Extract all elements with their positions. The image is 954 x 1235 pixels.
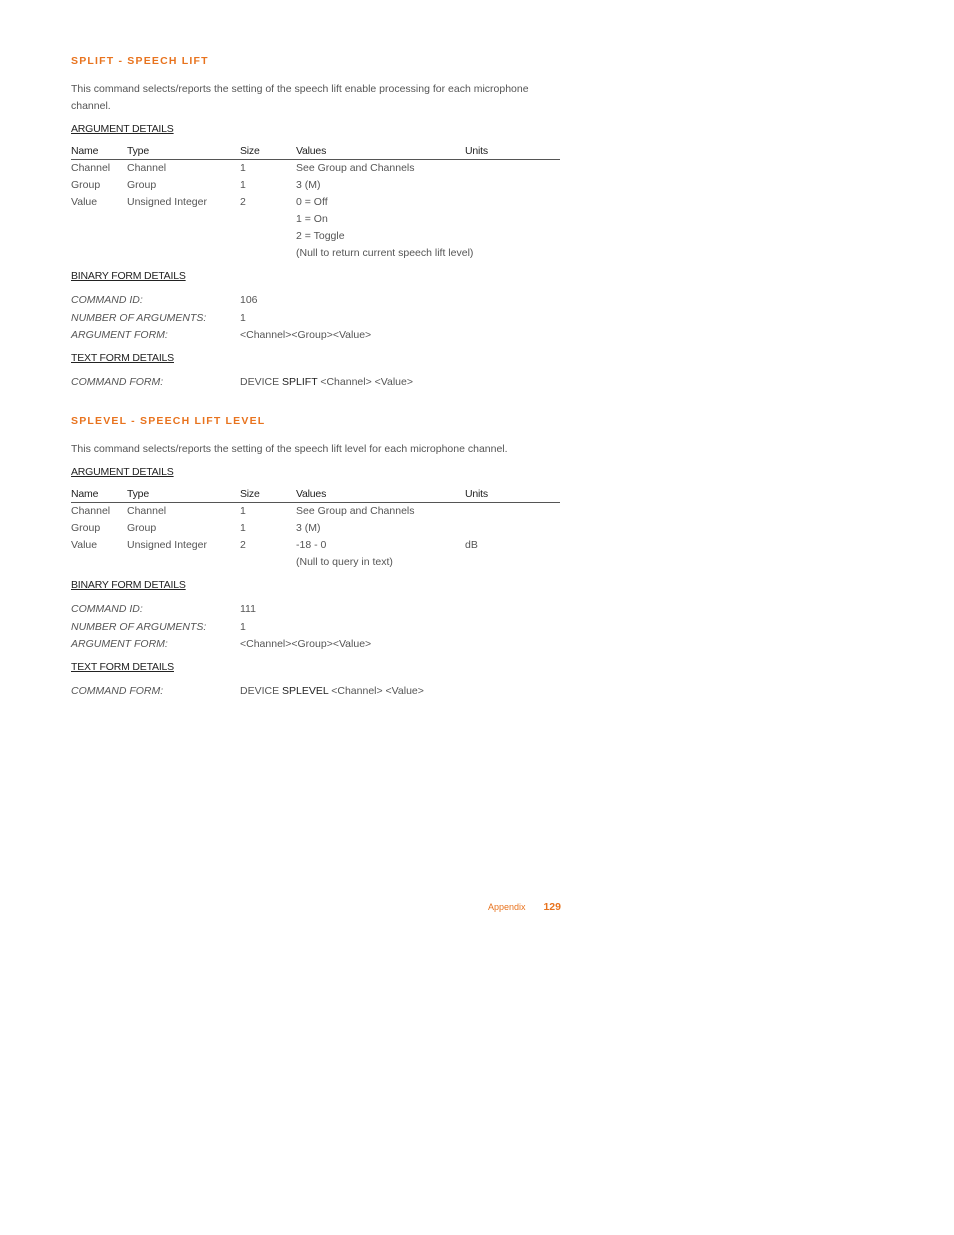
cell-size: 1	[240, 505, 246, 517]
document-page	[71, 54, 560, 700]
section-splevel	[71, 414, 560, 700]
cell-size	[240, 554, 296, 571]
cell-type: Channel	[127, 162, 167, 174]
cell-name: Group	[71, 522, 101, 534]
table-header-row	[71, 145, 560, 160]
cell-units	[465, 503, 560, 521]
col-values: Values	[296, 145, 465, 160]
cell-values: See Group and Channels	[296, 505, 415, 517]
cell-type: Channel	[127, 505, 167, 517]
binary-form-heading: BINARY FORM DETAILS	[71, 270, 186, 282]
command-suffix: <Channel> <Value>	[331, 684, 424, 697]
col-type: Type	[127, 488, 240, 503]
cell-units	[465, 177, 560, 194]
cell-units: dB	[465, 539, 478, 551]
cell-size: 2	[240, 196, 246, 208]
cell-name	[71, 554, 127, 571]
binary-row	[71, 636, 560, 654]
col-name: Name	[71, 488, 127, 503]
table-row	[71, 245, 560, 262]
page-footer	[488, 901, 561, 913]
cell-units	[465, 228, 560, 245]
num-args-value: 1	[240, 311, 246, 324]
command-id-label: COMMAND ID:	[71, 603, 143, 615]
argument-form-value: <Channel><Group><Value>	[240, 329, 372, 341]
section-title: SPLEVEL - SPEECH LIFT LEVEL	[71, 415, 266, 427]
command-suffix: <Channel> <Value>	[320, 375, 413, 388]
cell-name: Value	[71, 196, 98, 208]
table-row	[71, 177, 560, 194]
command-id-value: 106	[240, 294, 258, 306]
col-values: Values	[296, 488, 465, 503]
section-description: This command selects/reports the setting of the speech lift enable processing for each microphone channel.	[71, 83, 529, 112]
num-args-label: NUMBER OF ARGUMENTS:	[71, 620, 207, 633]
table-row	[71, 537, 560, 554]
text-form-row	[71, 374, 560, 392]
table-row	[71, 194, 560, 211]
cell-values: (Null to query in text)	[296, 556, 393, 568]
argument-table	[71, 488, 560, 571]
col-type: Type	[127, 145, 240, 160]
cell-size: 2	[240, 539, 246, 551]
cell-name: Value	[71, 539, 98, 551]
cell-values: 0 = Off	[296, 196, 328, 208]
text-form-row	[71, 683, 560, 701]
command-form-value	[240, 374, 413, 392]
command-prefix: DEVICE	[240, 375, 280, 388]
binary-form-heading: BINARY FORM DETAILS	[71, 579, 186, 591]
cell-type	[127, 554, 240, 571]
section-title: SPLIFT - SPEECH LIFT	[71, 55, 209, 67]
cell-type	[127, 228, 240, 245]
binary-row	[71, 310, 560, 328]
cell-size	[240, 211, 296, 228]
binary-row	[71, 292, 560, 310]
num-args-label: NUMBER OF ARGUMENTS:	[71, 311, 207, 324]
table-row	[71, 503, 560, 521]
section-splift	[71, 54, 560, 391]
table-row	[71, 211, 560, 228]
table-row	[71, 228, 560, 245]
binary-row	[71, 619, 560, 637]
cell-values: 2 = Toggle	[296, 230, 345, 242]
cell-size	[240, 245, 296, 262]
cell-units	[465, 160, 560, 178]
cell-type	[127, 245, 240, 262]
cell-name	[71, 211, 127, 228]
argument-form-value: <Channel><Group><Value>	[240, 638, 372, 650]
cell-size: 1	[240, 522, 246, 534]
text-form-heading: TEXT FORM DETAILS	[71, 351, 174, 364]
cell-name	[71, 228, 127, 245]
cell-type	[127, 211, 240, 228]
table-row	[71, 160, 560, 178]
cell-size: 1	[240, 162, 246, 174]
argument-table	[71, 145, 560, 262]
cell-name	[71, 245, 127, 262]
cell-values: 3 (M)	[296, 179, 321, 191]
table-row	[71, 520, 560, 537]
command-id-label: COMMAND ID:	[71, 294, 143, 306]
col-size: Size	[240, 488, 296, 503]
table-row	[71, 554, 560, 571]
cell-type: Group	[127, 179, 157, 191]
binary-form-details	[71, 601, 560, 654]
cell-values: 3 (M)	[296, 522, 321, 534]
argument-details-heading: ARGUMENT DETAILS	[71, 466, 174, 478]
cell-name: Group	[71, 179, 101, 191]
argument-details-heading: ARGUMENT DETAILS	[71, 123, 174, 135]
col-units: Units	[465, 488, 560, 503]
num-args-value: 1	[240, 620, 246, 633]
cell-type: Unsigned Integer	[127, 539, 207, 551]
cell-units	[465, 520, 560, 537]
command-keyword: SPLIFT	[282, 375, 318, 388]
cell-name: Channel	[71, 162, 111, 174]
footer-section-label: Appendix	[488, 902, 526, 912]
col-size: Size	[240, 145, 296, 160]
binary-row	[71, 601, 560, 619]
cell-type: Unsigned Integer	[127, 196, 207, 208]
command-form-value	[240, 683, 424, 701]
cell-size	[240, 228, 296, 245]
cell-size: 1	[240, 179, 246, 191]
table-header-row	[71, 488, 560, 503]
command-id-value: 111	[240, 603, 256, 615]
page-number: 129	[543, 901, 561, 913]
cell-values: See Group and Channels	[296, 162, 415, 174]
cell-values: 1 = On	[296, 213, 328, 225]
binary-form-details	[71, 292, 560, 345]
col-name: Name	[71, 145, 127, 160]
binary-row	[71, 327, 560, 345]
command-keyword: SPLEVEL	[282, 684, 329, 697]
argument-form-label: ARGUMENT FORM:	[71, 638, 168, 650]
cell-type: Group	[127, 522, 157, 534]
section-description: This command selects/reports the setting of the speech lift level for each microphone channel.	[71, 443, 508, 455]
command-form-label: COMMAND FORM:	[71, 375, 164, 388]
cell-units	[465, 211, 560, 228]
cell-name: Channel	[71, 505, 111, 517]
command-form-label: COMMAND FORM:	[71, 684, 164, 697]
command-prefix: DEVICE	[240, 684, 280, 697]
cell-units	[465, 554, 560, 571]
argument-form-label: ARGUMENT FORM:	[71, 329, 168, 341]
col-units: Units	[465, 145, 560, 160]
cell-values: (Null to return current speech lift level)	[296, 247, 474, 259]
cell-units	[465, 194, 560, 211]
cell-values: -18 - 0	[296, 539, 327, 551]
text-form-heading: TEXT FORM DETAILS	[71, 660, 174, 673]
